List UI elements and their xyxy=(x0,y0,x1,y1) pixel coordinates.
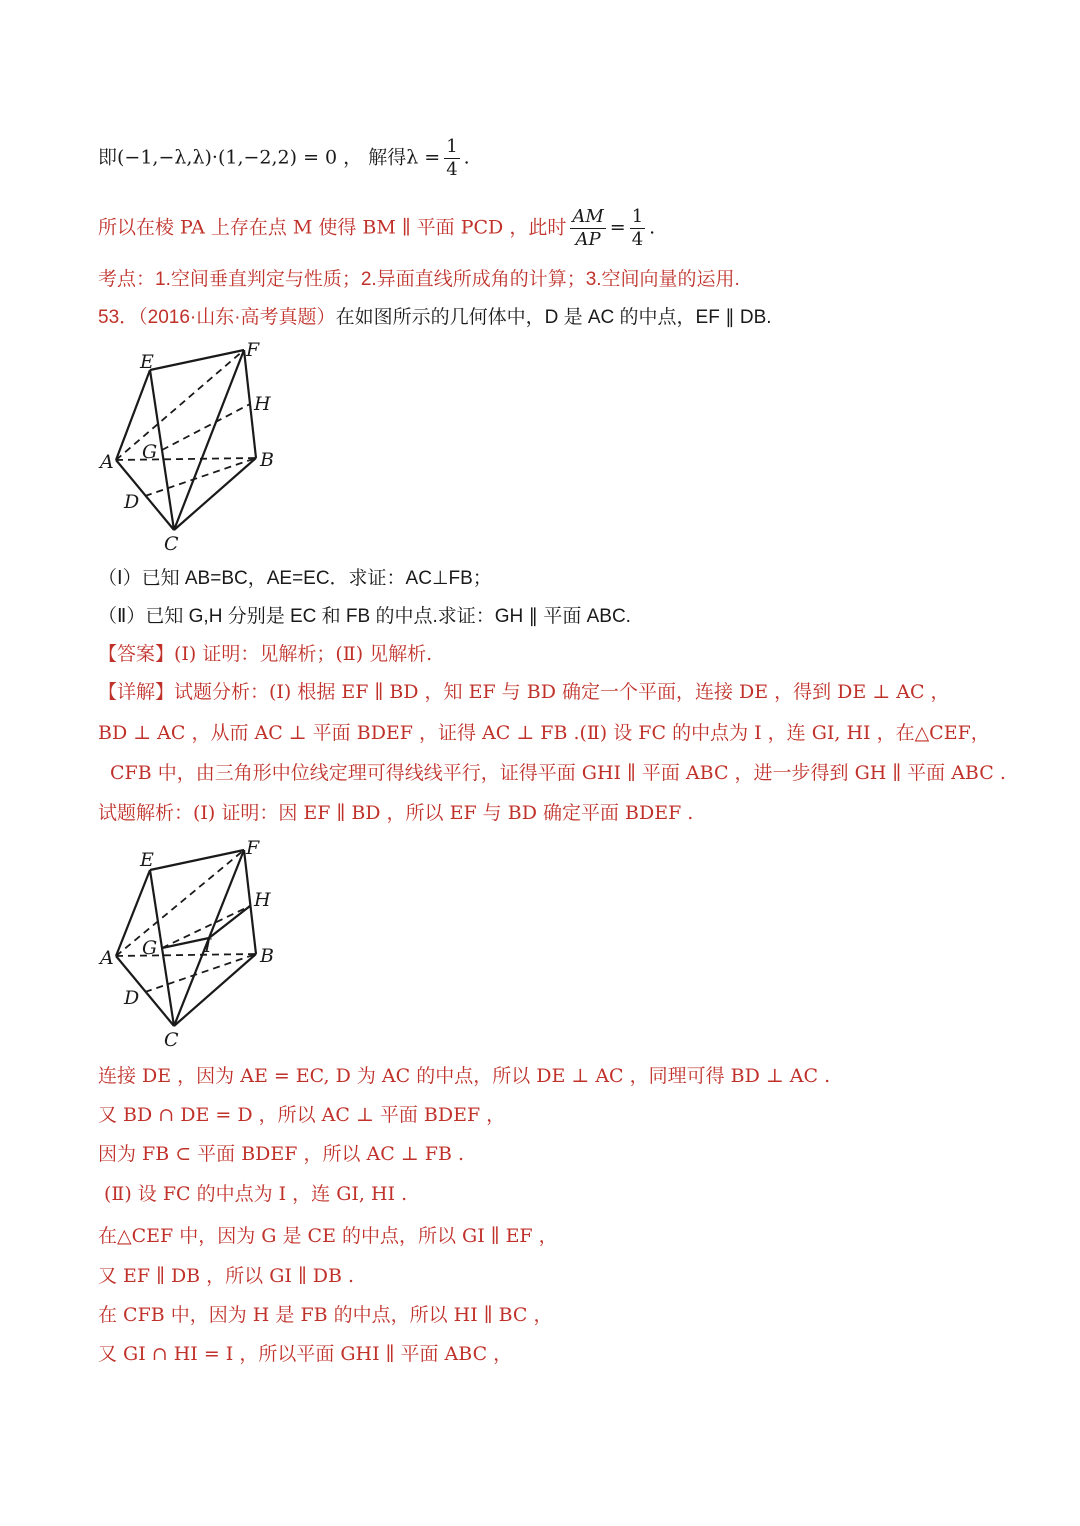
solution-line-7: 在 CFB 中，因为 H 是 FB 的中点，所以 HI ∥ BC ， xyxy=(98,1304,553,1326)
label-h: H xyxy=(254,393,271,415)
equation-line-1 xyxy=(98,136,470,181)
solution-line-2: 又 BD ∩ DE = D ，所以 AC ⊥ 平面 BDEF ， xyxy=(98,1104,506,1126)
label-b: B xyxy=(260,945,274,967)
label-e: E xyxy=(140,849,154,871)
label-g: G xyxy=(142,441,158,463)
ratio-denominator: AP xyxy=(575,229,601,250)
solution-line-4: (Ⅱ) 设 FC 的中点为 I ，连 GI, HI . xyxy=(104,1183,408,1205)
conclusion-text: 所以在棱 PA 上存在点 M 使得 BM ∥ 平面 PCD ，此时 xyxy=(98,216,567,239)
question-body: 在如图所示的几何体中，D 是 AC 的中点，EF ∥ DB. xyxy=(335,307,772,328)
detail-line-1: 【详解】试题分析：(Ⅰ) 根据 EF ∥ BD ，知 EF 与 BD 确定一个平面，连接 DE ，得到 DE ⊥ AC ， xyxy=(98,681,950,703)
part-1: （Ⅰ）已知 AB=BC，AE=EC．求证：AC⊥FB； xyxy=(98,568,492,589)
ratio-fraction xyxy=(570,206,605,251)
label-c: C xyxy=(164,1029,179,1050)
geometry-figure-1 xyxy=(96,338,296,554)
solution-line-1: 连接 DE ，因为 AE = EC, D 为 AC 的中点，所以 DE ⊥ AC ，同理可得 BD ⊥ AC . xyxy=(98,1065,831,1087)
kaodian-line: 考点：1.空间垂直判定与性质；2.异面直线所成角的计算；3.空间向量的运用. xyxy=(98,269,740,290)
solution-line-3: 因为 FB ⊂ 平面 BDEF ，所以 AC ⊥ FB . xyxy=(98,1143,464,1165)
label-i: I xyxy=(204,935,212,957)
answer-line: 【答案】(Ⅰ) 证明：见解析；(Ⅱ) 见解析. xyxy=(98,643,433,665)
equals-sign: = xyxy=(609,216,626,239)
part-2: （Ⅱ）已知 G,H 分别是 EC 和 FB 的中点.求证：GH ∥ 平面 ABC. xyxy=(98,606,631,627)
solution-line-5: 在△CEF 中，因为 G 是 CE 的中点，所以 GI ∥ EF ， xyxy=(98,1225,558,1247)
label-f: F xyxy=(246,339,260,361)
conclusion-end: . xyxy=(649,216,656,239)
fraction-denominator: 4 xyxy=(446,159,458,180)
detail-line-2: BD ⊥ AC ，从而 AC ⊥ 平面 BDEF ，证得 AC ⊥ FB .(Ⅱ) 设 FC 的中点为 I ，连 GI, HI ，在△CEF， xyxy=(98,722,990,744)
label-a: A xyxy=(100,451,114,473)
fraction xyxy=(444,136,459,181)
question-source: 53．（2016·山东·高考真题） xyxy=(98,307,336,328)
label-e: E xyxy=(140,351,154,373)
label-d: D xyxy=(124,987,140,1009)
value-denominator: 4 xyxy=(631,229,644,250)
solution-line-6: 又 EF ∥ DB ，所以 GI ∥ DB . xyxy=(98,1265,355,1287)
fraction-numerator: 1 xyxy=(446,136,458,157)
label-f: F xyxy=(246,837,260,859)
label-c: C xyxy=(164,533,179,554)
question-53 xyxy=(98,305,772,331)
label-h: H xyxy=(254,889,271,911)
label-g: G xyxy=(142,937,158,959)
label-a: A xyxy=(100,947,114,969)
value-fraction xyxy=(630,206,645,251)
detail-line-4: 试题解析：(Ⅰ) 证明：因 EF ∥ BD ，所以 EF 与 BD 确定平面 BDEF . xyxy=(98,802,694,824)
geometry-figure-2 xyxy=(96,834,296,1050)
equation-end: . xyxy=(463,146,470,169)
detail-line-3: CFB 中，由三角形中位线定理可得线线平行，证得平面 GHI ∥ 平面 ABC ，进一步得到 GH ∥ 平面 ABC . xyxy=(110,762,1006,784)
ratio-numerator: AM xyxy=(572,206,604,227)
conclusion-line xyxy=(98,206,655,251)
value-numerator: 1 xyxy=(631,206,644,227)
label-d: D xyxy=(124,491,140,513)
equation-text: 即(−1,−λ,λ)·(1,−2,2) = 0 ， 解得λ = xyxy=(98,146,441,169)
label-b: B xyxy=(260,449,274,471)
solution-line-8: 又 GI ∩ HI = I ，所以平面 GHI ∥ 平面 ABC ， xyxy=(98,1343,513,1365)
